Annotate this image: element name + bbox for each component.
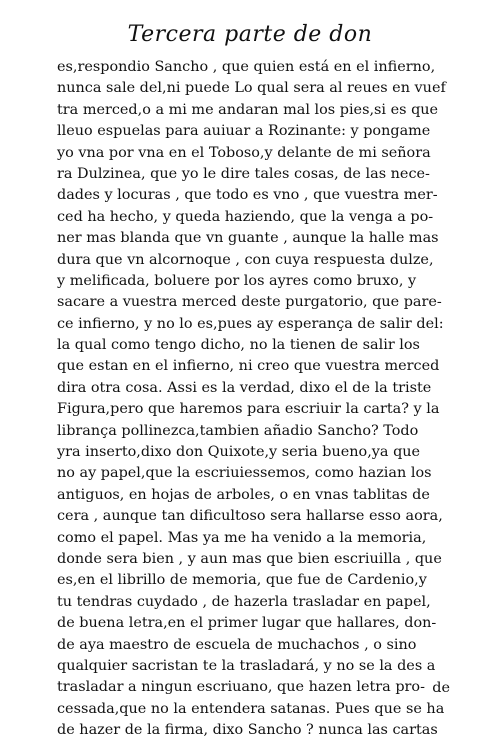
text-line: ced ha hecho, y queda haziendo, que la venga a po- <box>57 208 434 225</box>
running-head: Tercera parte de don <box>127 22 373 47</box>
body-text <box>57 57 447 742</box>
text-line: tu tendras cuydado , de hazerla trasladar en papel, <box>57 593 431 610</box>
text-line: de hazer de la firma, dixo Sancho ? nunca las cartas <box>57 722 438 739</box>
catchword: de <box>432 680 450 696</box>
text-line: y melificada, boluere por los ayres como bruxo, y <box>57 272 417 289</box>
text-line: yra inserto,dixo don Quixote,y seria bueno,ya que <box>57 444 421 461</box>
text-line: como el papel. Mas ya me ha venido a la memoria, <box>57 529 427 546</box>
text-line: dura que vn alcornoque , con cuya respuesta dulze, <box>57 251 434 268</box>
text-line: de buena letra,en el primer lugar que hallares, don- <box>57 615 437 632</box>
text-line: ra Dulzinea, que yo le dire tales cosas, de las nece- <box>57 165 430 182</box>
text-line: yo vna por vna en el Toboso,y delante de mi señora <box>57 144 431 161</box>
text-line: tra merced,o a mi me andaran mal los pies,si es que <box>57 101 439 118</box>
text-line: qualquier sacristan te la trasladará, y no se la des a <box>57 657 436 674</box>
text-line: nunca sale del,ni puede Lo qual sera al reues en vuef <box>57 80 446 97</box>
text-line: la qual como tengo dicho, no la tienen de salir los <box>57 337 420 354</box>
text-line: sacare a vuestra merced deste purgatorio, que pare- <box>57 294 442 311</box>
text-line: cessada,que no la entendera satanas. Pues que se ha <box>57 700 445 717</box>
text-line: librança pollinezca,tambien añadio Sancho? Todo <box>57 422 419 439</box>
text-line: ner mas blanda que vn guante , aunque la halle mas <box>57 230 439 247</box>
text-line: cera , aunque tan dificultoso sera hallarse esso aora, <box>57 508 443 525</box>
text-line: trasladar a ningun escriuano, que hazen letra pro- <box>57 679 425 696</box>
text-line: antiguos, en hojas de arboles, o en vnas tablitas de <box>57 486 430 503</box>
text-line: que estan en el infierno, ni creo que vuestra merced <box>57 358 440 375</box>
text-line: es,en el librillo de memoria, que fue de Cardenio,y <box>57 572 427 589</box>
text-line: dira otra cosa. Assi es la verdad, dixo el de la triste <box>57 379 432 396</box>
text-line: de aya maestro de escuela de muchachos , o sino <box>57 636 417 653</box>
text-line: no ay papel,que la escriuiessemos, como hazian los <box>57 465 432 482</box>
text-line: donde sera bien , y aun mas que bien escriuilla , que <box>57 550 442 567</box>
text-line: es,respondio Sancho , que quien está en el infierno, <box>57 59 436 75</box>
text-line: lleuo espuelas para auiuar a Rozinante: y pongame <box>57 123 431 140</box>
text-line: ce infierno, y no lo es,pues ay esperança de salir del: <box>57 315 444 332</box>
text-line: dades y locuras , que todo es vno , que vuestra mer- <box>57 187 438 204</box>
text-line: Figura,pero que haremos para escriuir la carta? y la <box>57 401 440 418</box>
